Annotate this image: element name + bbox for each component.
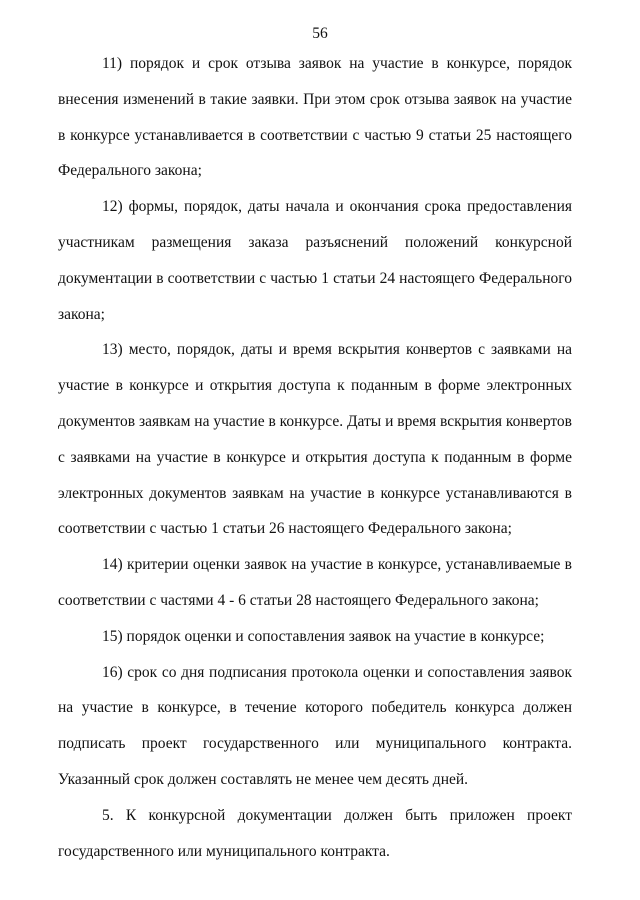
paragraph-item-13: 13) место, порядок, даты и время вскрытия конвертов с заявками на участие в конкурсе и открытия доступа к поданным в форме электронных документов заявкам на участие в конкурсе. Даты и время вскрытия конвертов с заявками на участие в конкурсе и открытия доступа к поданным в форме электронных документов заявкам на участие в конкурсе устанавливаются в соответствии с частью 1 статьи 26 настоящего Федерального закона; (58, 341, 572, 538)
paragraph-item-12: 12) формы, порядок, даты начала и окончания срока предоставления участникам размещения заказа разъяснений положений конкурсной документации в соответствии с частью 1 статьи 24 настоящего Федерального закона; (58, 198, 572, 323)
paragraph-item-16: 16) срок со дня подписания протокола оценки и сопоставления заявок на участие в конкурсе, в течение которого победитель конкурса должен подписать проект государственного или муниципального контракта. Указанный срок должен составлять не менее чем десять дней. (58, 663, 572, 788)
document-body (58, 46, 572, 869)
paragraph-section-5: 5. К конкурсной документации должен быть приложен проект государственного или муниципального контракта. (58, 806, 572, 860)
page-number: 56 (312, 25, 328, 42)
paragraph-item-15: 15) порядок оценки и сопоставления заявок на участие в конкурсе; (102, 627, 545, 645)
paragraph-item-14: 14) критерии оценки заявок на участие в конкурсе, устанавливаемые в соответствии с частями 4 - 6 статьи 28 настоящего Федерального закона; (58, 556, 572, 609)
paragraph-item-11: 11) порядок и срок отзыва заявок на участие в конкурсе, порядок внесения изменений в такие заявки. При этом срок отзыва заявок на участие в конкурсе устанавливается в соответствии с частью 9 статьи 25 настоящего Федерального закона; (58, 55, 572, 180)
